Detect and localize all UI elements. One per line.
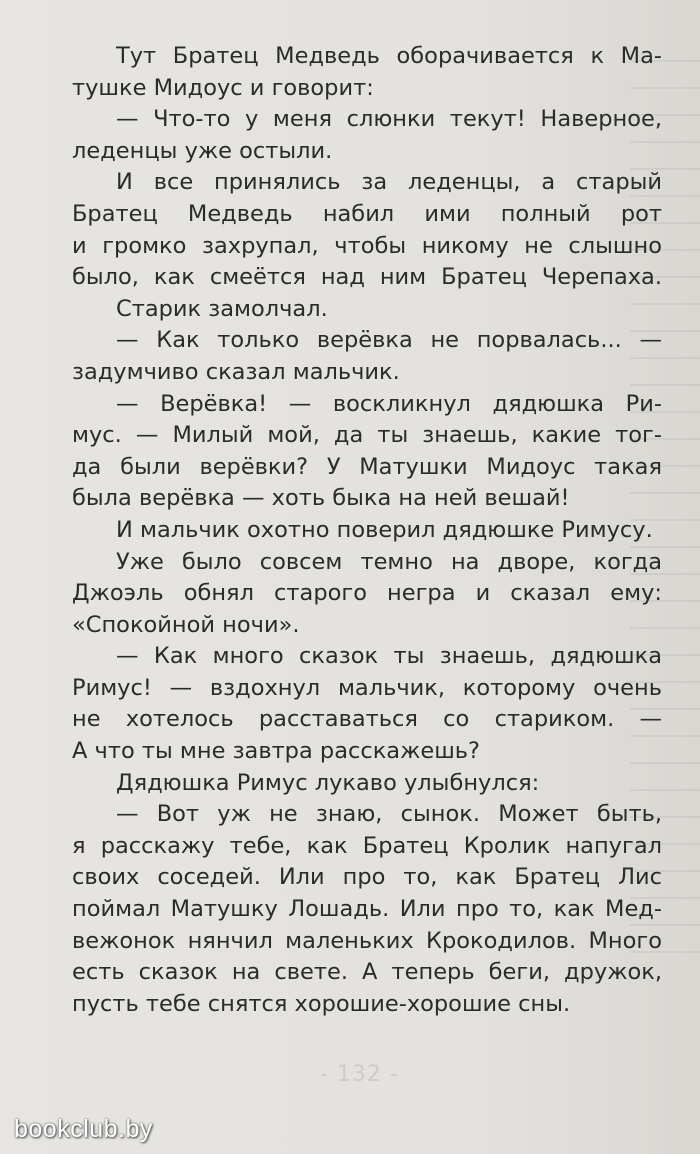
text-line: и громко захрупал, чтобы никому не слышно xyxy=(72,232,662,259)
text-line: я расскажу тебе, как Братец Кролик напугал xyxy=(72,832,662,859)
text-line: «Спокойной ночи». xyxy=(72,611,300,638)
text-line: Дядюшка Римус лукаво улыбнулся: xyxy=(116,769,540,796)
text-line: задумчиво сказал мальчик. xyxy=(72,358,400,385)
text-line: вежонок нянчил маленьких Крокодилов. Много xyxy=(72,927,662,954)
text-line: И мальчик охотно поверил дядюшке Римусу. xyxy=(116,516,653,543)
text-line: Римус! — вздохнул мальчик, которому очень xyxy=(72,674,662,701)
text-line: — Как только верёвка не порвалась... — xyxy=(116,327,662,354)
text-line: не хотелось расставаться со стариком. — xyxy=(72,706,662,733)
text-line: мус. — Милый мой, да ты знаешь, какие тог- xyxy=(72,422,662,449)
text-line: да были верёвки? У Матушки Мидоус такая xyxy=(72,453,662,480)
text-line: было, как смеётся над ним Братец Черепаха. xyxy=(72,264,662,291)
text-line: леденцы уже остыли. xyxy=(72,137,333,164)
text-line: — Вот уж не знаю, сынок. Может быть, xyxy=(116,801,662,828)
text-line: Братец Медведь набил ими полный рот xyxy=(72,200,662,227)
text-line: своих соседей. Или про то, как Братец Лис xyxy=(72,864,662,891)
text-line: пусть тебе снятся хорошие-хорошие сны. xyxy=(72,990,571,1017)
text-line: А что ты мне завтра расскажешь? xyxy=(72,738,480,765)
watermark: bookclub.by xyxy=(14,1115,153,1143)
page-number: - 132 - xyxy=(320,1062,399,1087)
text-line: была верёвка — хоть быка на ней вешай! xyxy=(72,485,570,512)
text-line: Старик замолчал. xyxy=(116,295,328,322)
text-line: И все принялись за леденцы, а старый xyxy=(116,169,662,196)
text-line: тушке Мидоус и говорит: xyxy=(72,74,374,101)
text-line: Уже было совсем темно на дворе, когда xyxy=(116,548,662,575)
text-line: — Как много сказок ты знаешь, дядюшка xyxy=(116,643,662,670)
text-line: есть сказок на свете. А теперь беги, дружок, xyxy=(72,959,662,986)
text-line: поймал Матушку Лошадь. Или про то, как Мед- xyxy=(72,896,662,923)
text-line: — Верёвка! — воскликнул дядюшка Ри- xyxy=(116,390,662,417)
text-line: Тут Братец Медведь оборачивается к Ма- xyxy=(116,43,662,69)
text-line: Джоэль обнял старого негра и сказал ему: xyxy=(72,580,662,607)
body-text xyxy=(72,41,662,1020)
text-line: — Что-то у меня слюнки текут! Наверное, xyxy=(116,106,662,133)
